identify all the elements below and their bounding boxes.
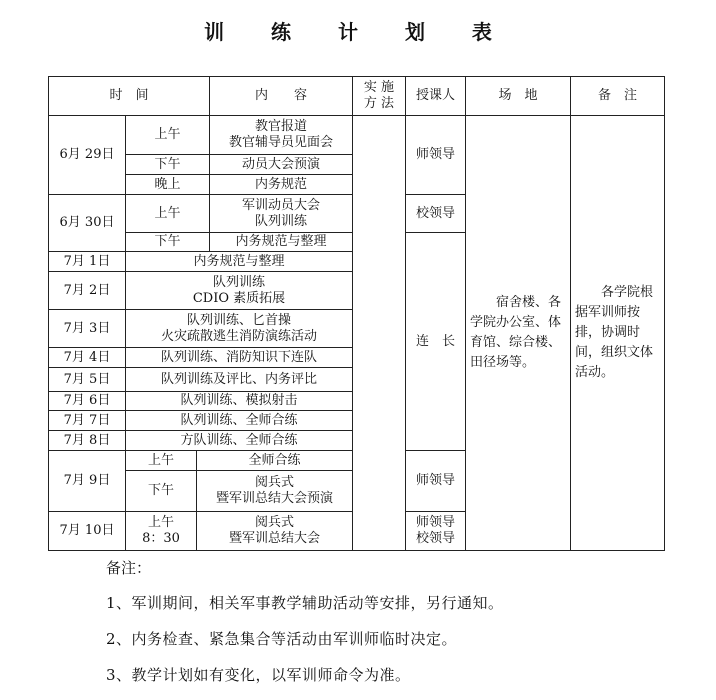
header-teacher: 授课人 bbox=[406, 76, 466, 116]
content-0709-am: 全师合练 bbox=[197, 451, 353, 471]
content-0630-pm: 内务规范与整理 bbox=[210, 233, 353, 252]
header-venue: 场 地 bbox=[466, 76, 571, 116]
content-0703: 队列训练、匕首操 火灾疏散逃生消防演练活动 bbox=[126, 310, 353, 348]
period-0630-pm: 下午 bbox=[126, 233, 210, 252]
header-method: 实 施 方 法 bbox=[353, 76, 406, 116]
content-0710-am: 阅兵式 暨军训总结大会 bbox=[197, 512, 353, 551]
teacher-0630: 校领导 bbox=[406, 195, 466, 233]
date-0710: 7月 10日 bbox=[48, 512, 126, 551]
period-0629-am: 上午 bbox=[126, 116, 210, 155]
date-0706: 7月 6日 bbox=[48, 392, 126, 411]
remark-cell bbox=[571, 116, 665, 551]
header-content: 内 容 bbox=[210, 76, 353, 116]
note-item-3: 3、教学计划如有变化，以军训师命令为准。 bbox=[106, 666, 411, 684]
period-0709-am: 上午 bbox=[126, 451, 197, 471]
date-0707: 7月 7日 bbox=[48, 411, 126, 431]
date-0702: 7月 2日 bbox=[48, 272, 126, 310]
date-0708: 7月 8日 bbox=[48, 431, 126, 451]
teacher-company: 连 长 bbox=[406, 233, 466, 451]
date-0704: 7月 4日 bbox=[48, 348, 126, 368]
date-0703: 7月 3日 bbox=[48, 310, 126, 348]
page-title: 训 练 计 划 表 bbox=[204, 20, 512, 44]
content-0709-pm: 阅兵式 暨军训总结大会预演 bbox=[197, 471, 353, 512]
content-0704: 队列训练、消防知识下连队 bbox=[126, 348, 353, 368]
method-cell bbox=[353, 116, 406, 551]
content-0630-am: 军训动员大会 队列训练 bbox=[210, 195, 353, 233]
period-0710-am: 上午 8：30 bbox=[126, 512, 197, 551]
date-0629: 6月 29日 bbox=[48, 116, 126, 195]
venue-text: 宿舍楼、各学院办公室、体育馆、综合楼、田径场等。 bbox=[470, 295, 562, 370]
training-schedule-table bbox=[48, 76, 665, 551]
date-0701: 7月 1日 bbox=[48, 252, 126, 272]
teacher-0709: 师领导 bbox=[406, 451, 466, 512]
date-0705: 7月 5日 bbox=[48, 368, 126, 392]
note-item-1: 1、军训期间，相关军事教学辅助活动等安排，另行通知。 bbox=[106, 594, 504, 612]
header-time: 时 间 bbox=[48, 76, 210, 116]
remark-text: 各学院根据军训师按排，协调时间，组织文体活动。 bbox=[575, 285, 654, 380]
teacher-0710: 师领导 校领导 bbox=[406, 512, 466, 551]
content-0701: 内务规范与整理 bbox=[126, 252, 353, 272]
note-item-2: 2、内务检查、紧急集合等活动由军训师临时决定。 bbox=[106, 630, 458, 648]
content-0705: 队列训练及评比、内务评比 bbox=[126, 368, 353, 392]
teacher-0629: 师领导 bbox=[406, 116, 466, 195]
date-0709: 7月 9日 bbox=[48, 451, 126, 512]
header-remark: 备 注 bbox=[571, 76, 665, 116]
period-0709-pm: 下午 bbox=[126, 471, 197, 512]
content-0629-am: 教官报道 教官辅导员见面会 bbox=[210, 116, 353, 155]
venue-cell bbox=[466, 116, 571, 551]
notes-heading: 备注： bbox=[106, 559, 152, 577]
period-0629-pm: 下午 bbox=[126, 155, 210, 175]
content-0629-pm: 动员大会预演 bbox=[210, 155, 353, 175]
content-0707: 队列训练、全师合练 bbox=[126, 411, 353, 431]
period-0630-am: 上午 bbox=[126, 195, 210, 233]
content-0708: 方队训练、全师合练 bbox=[126, 431, 353, 451]
content-0702: 队列训练 CDIO 素质拓展 bbox=[126, 272, 353, 310]
date-0630: 6月 30日 bbox=[48, 195, 126, 252]
period-0629-eve: 晚上 bbox=[126, 175, 210, 195]
content-0706: 队列训练、模拟射击 bbox=[126, 392, 353, 411]
content-0629-eve: 内务规范 bbox=[210, 175, 353, 195]
